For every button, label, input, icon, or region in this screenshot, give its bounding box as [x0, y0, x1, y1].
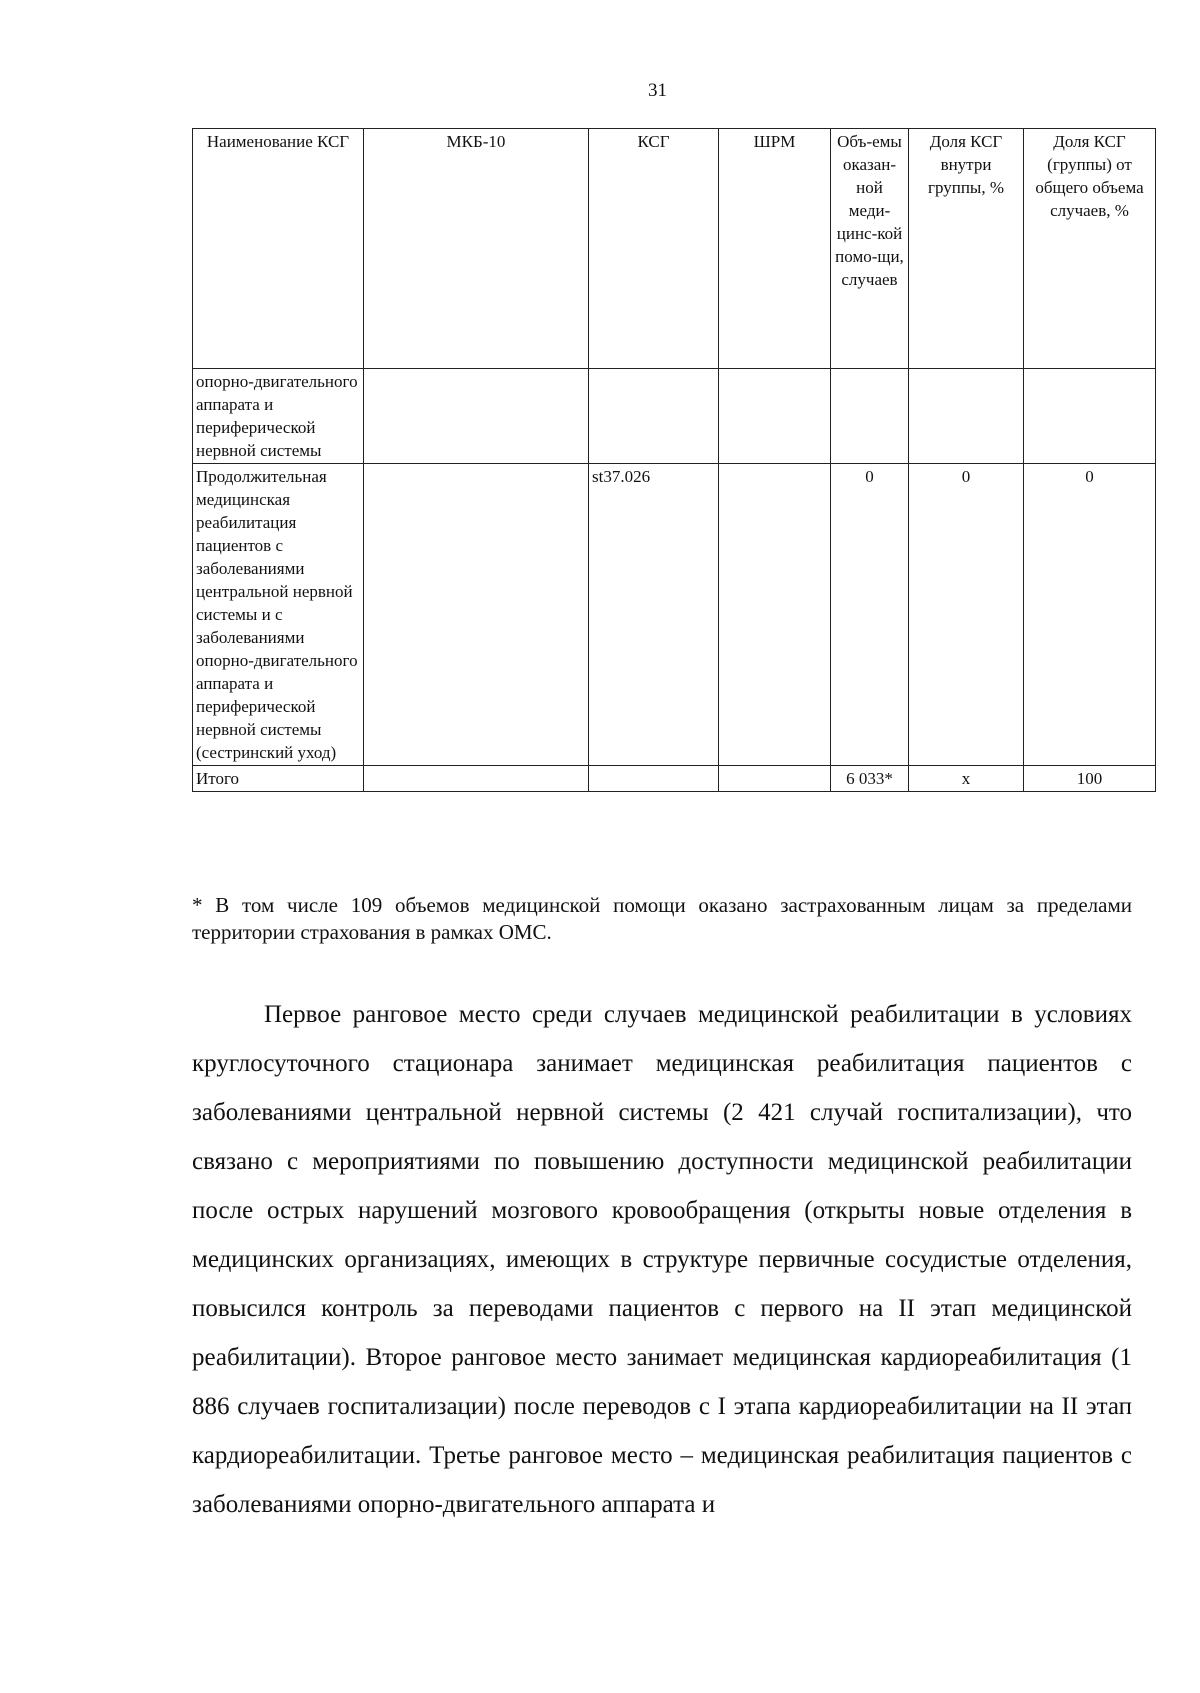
ksg-table [192, 128, 1156, 792]
total-volume: 6 033* [831, 766, 909, 792]
total-ksg [589, 766, 719, 792]
header-share-in-group: Доля КСГ внутри группы, % [909, 129, 1024, 369]
table-row [193, 464, 1156, 766]
row-mkb [364, 464, 589, 766]
page-number: 31 [648, 80, 667, 101]
row-volume: 0 [831, 464, 909, 766]
row-name: Продолжительная медицинская реабилитация пациентов с заболеваниями центральной нервной системы и с заболеваниями опорно-двигательного аппарата и периферической нервной системы (сестринский уход) [193, 464, 364, 766]
row-shrm [719, 464, 831, 766]
table-total-row [193, 766, 1156, 792]
row-share-in-group [909, 369, 1024, 464]
table-footnote: * В том числе 109 объемов медицинской помощи оказано застрахованным лицам за пределами территории страхования в рамках ОМС. [192, 893, 1132, 944]
row-name: опорно-двигательного аппарата и периферической нервной системы [193, 369, 364, 464]
total-share-in-group: х [909, 766, 1024, 792]
row-shrm [719, 369, 831, 464]
table-header-row [193, 129, 1156, 369]
row-share-total: 0 [1024, 464, 1156, 766]
row-share-in-group: 0 [909, 464, 1024, 766]
row-share-total [1024, 369, 1156, 464]
body-paragraph: Первое ранговое место среди случаев медицинской реабилитации в условиях круглосуточного стационара занимает медицинская реабилитация пациентов с заболеваниями центральной нервной системы (2 421 случай госпитализации), что связано с мероприятиями по повышению доступности медицинской реабилитации после острых нарушений мозгового кровообращения (открыты новые отделения в медицинских организациях, имеющих в структуре первичные сосудистые отделения, повысился контроль за переводами пациентов с первого на II этап медицинской реабилитации). Второе ранговое место занимает медицинская кардиореабилитация (1 886 случаев госпитализации) после переводов с I этапа кардиореабилитации на II этап кардиореабилитации. Третье ранговое место – медицинская реабилитация пациентов с заболеваниями опорно-двигательного аппарата и [192, 1001, 1132, 1518]
total-mkb [364, 766, 589, 792]
row-mkb [364, 369, 589, 464]
body-text [192, 990, 1132, 1529]
total-label: Итого [193, 766, 364, 792]
table-row [193, 369, 1156, 464]
row-ksg [589, 369, 719, 464]
header-volume: Объ-емы оказан-ной меди-цинс-кой помо-щи, случаев [831, 129, 909, 369]
row-ksg: st37.026 [589, 464, 719, 766]
header-ksg-name: Наименование КСГ [193, 129, 364, 369]
header-share-total: Доля КСГ (группы) от общего объема случаев, % [1024, 129, 1156, 369]
total-shrm [719, 766, 831, 792]
header-mkb10: МКБ-10 [364, 129, 589, 369]
header-ksg: КСГ [589, 129, 719, 369]
total-share-total: 100 [1024, 766, 1156, 792]
header-shrm: ШРМ [719, 129, 831, 369]
row-volume [831, 369, 909, 464]
